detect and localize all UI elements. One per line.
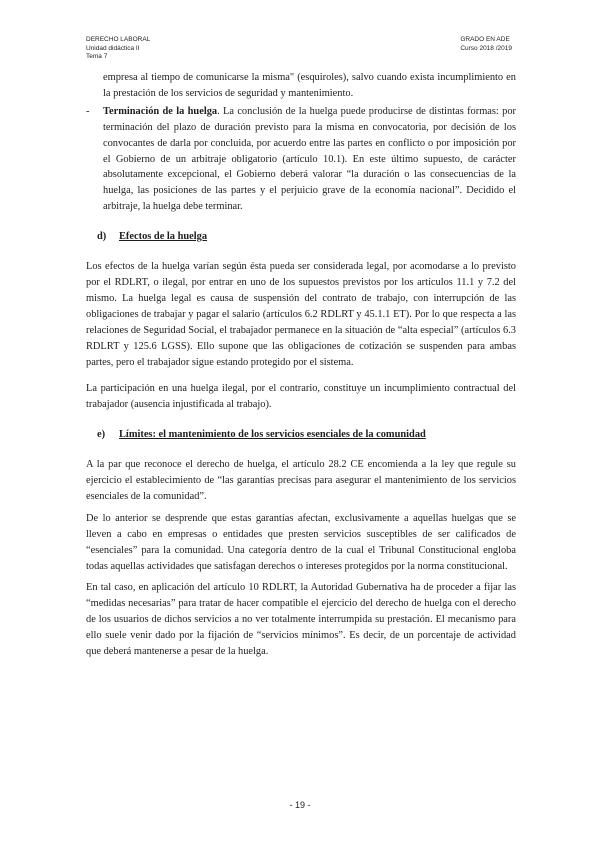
section-title: Efectos de la huelga (119, 231, 208, 243)
section-letter: d) (97, 231, 107, 243)
header-right (460, 36, 512, 53)
term-heading: Terminación de la huelga (103, 105, 218, 117)
header-degree: GRADO EN ADE (460, 36, 510, 43)
paragraph: La participación en una huelga ilegal, por el contrario, constituye un incumplimiento contractual del trabajador (ausencia injustificada al trabajo). (86, 383, 516, 411)
header-subject: DERECHO LABORAL (86, 36, 151, 43)
section-title: Límites: el mantenimiento de los servicios esenciales de la comunidad (119, 429, 426, 441)
document-body (86, 70, 516, 660)
paragraph: De lo anterior se desprende que estas garantías afectan, exclusivamente a aquellas huelgas que se lleven a cabo en empresas o entidades que presten servicios susceptibles de ser calificados de “esenciales” para la comunidad. Una categoría dentro de la cual el Tribunal Constitucional engloba todas aquellas actividades que satisfagan derechos o intereses protegidos por la norma constitucional. (86, 512, 516, 572)
section-heading-d (86, 229, 516, 245)
section-heading-e (86, 427, 516, 443)
header-left (86, 36, 150, 62)
header-unit: Unidad didáctica II (86, 44, 140, 52)
paragraph: En tal caso, en aplicación del artículo 10 RDLRT, la Autoridad Gubernativa ha de proceder a fijar las “medidas necesarias” para tratar de hacer compatible el ejercicio del derecho de huelga con el derecho de los usuarios de dichos servicios a no ver totalmente interrumpida su prestación. El mecanismo para ello suele venir dado por la fijación de “servicios mínimos”. Es decir, de un porcentaje de actividad que deberá mantenerse a pesar de la huelga. (86, 582, 516, 658)
continuation-paragraph: empresa al tiempo de comunicarse la misma" (esquiroles), salvo cuando exista incumplimiento en la prestación de los servicios de seguridad y mantenimiento. (103, 72, 516, 99)
section-letter: e) (97, 429, 106, 441)
term-text: . La conclusión de la huelga puede producirse de distintas formas: por terminación del plazo de duración previsto para la misma en convocatoria, por decisión de los convocantes de darla por concluida, por acuerdo entre las partes en conflicto o por imposición por el Gobierno de un arbitraje obligatorio (artículo 10.1). En este último supuesto, de carácter absolutamente excepcional, el Gobierno deberá valorar “la duración o las consecuencias de la huelga, las posiciones de las partes y el perjuicio grave de la economía nacional”. Decidido el arbitraje, la huelga debe terminar. (103, 105, 517, 213)
page-number: - 19 - (289, 800, 311, 810)
header-course: Curso 2018 /2019 (460, 44, 512, 52)
paragraph: A la par que reconoce el derecho de huelga, el artículo 28.2 CE encomienda a la ley que regule su ejercicio el establecimiento de “las garantías precisas para asegurar el mantenimiento de los servicios esenciales de la comunidad”. (86, 459, 516, 502)
header-topic: Tema 7 (86, 53, 108, 61)
list-dash: - (86, 105, 90, 117)
list-item-termination (86, 104, 516, 215)
paragraph: Los efectos de la huelga varían según ésta pueda ser considerada legal, por acomodarse a lo previsto por el RDLRT, o ilegal, por entrar en uno de los supuestos previstos por los artículos 11.1 y 7.2 del mismo. La huelga legal es causa de suspensión del contrato de trabajo, con interrupción de las obligaciones de trabajar y pagar el salario (artículos 6.2 RDLRT y 45.1.1 ET). Por lo que respecta a las relaciones de Seguridad Social, el trabajador permanece en la situación de “alta especial” (artículos 6.3 RDLRT y 125.6 LGSS). Ello supone que las obligaciones de cotización se suspenden para ambas partes, pero el trabajador sigue estando protegido por el sistema. (86, 261, 516, 368)
